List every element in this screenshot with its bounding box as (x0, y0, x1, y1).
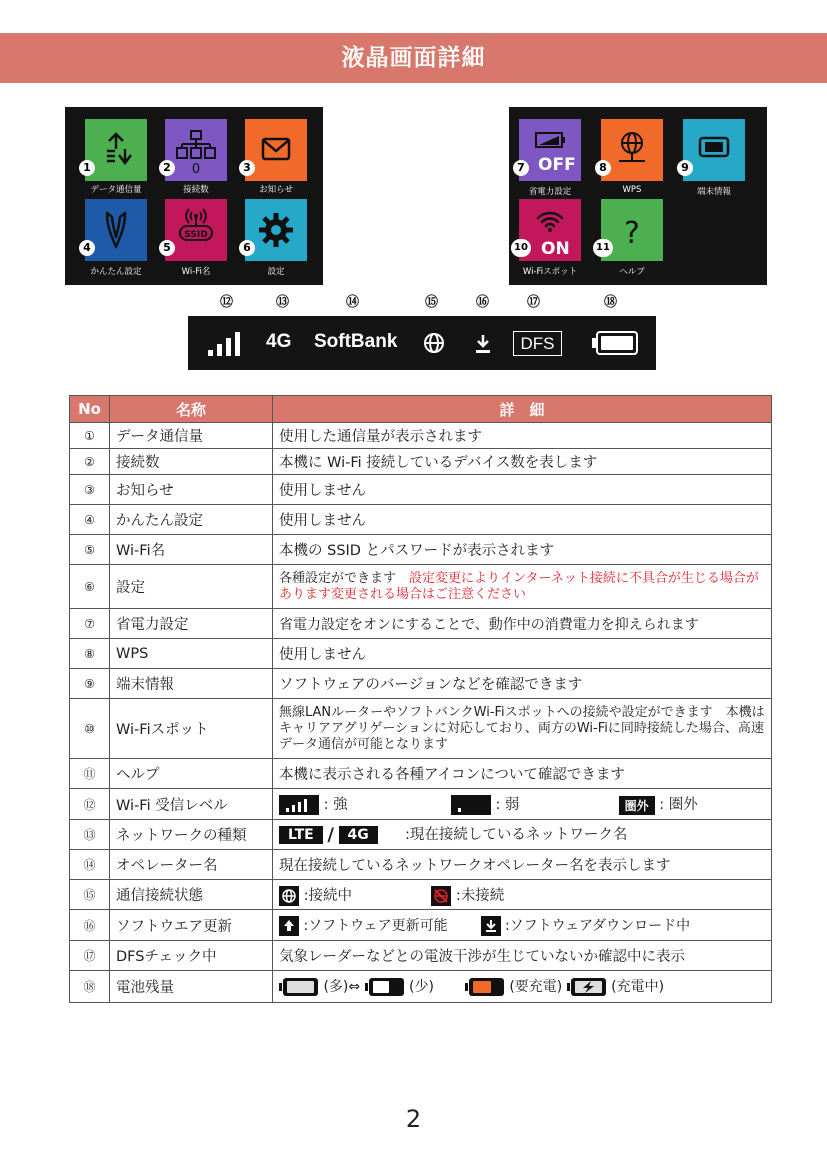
row-name: 端末情報 (110, 669, 273, 699)
battery-low-label: (少) (409, 979, 434, 995)
easy-setup-icon (85, 199, 147, 261)
globe-icon (423, 332, 445, 354)
network-separator: / (327, 824, 334, 846)
row-name: データ通信量 (110, 423, 273, 449)
row-no: ⑱ (70, 971, 110, 1003)
row-name: 省電力設定 (110, 609, 273, 639)
table-row (70, 565, 772, 609)
callout-13: ⑬ (276, 295, 290, 310)
row-no: ⑰ (70, 941, 110, 971)
row-detail: 現在接続しているネットワークオペレーター名を表示します (273, 850, 772, 880)
row-name: ソフトウエア更新 (110, 910, 273, 941)
page-title-banner (0, 33, 827, 83)
tile-number-4: 4 (79, 240, 95, 256)
network-type-label: :現在接続しているネットワーク名 (404, 827, 628, 844)
callout-15: ⑮ (425, 295, 439, 310)
callout-16: ⑯ (476, 295, 490, 310)
callout-18: ⑱ (604, 295, 618, 310)
row-no: ⑥ (70, 565, 110, 609)
tile-wifi-name (165, 199, 227, 261)
downloading-label: :ソフトウェアダウンロード中 (504, 917, 691, 934)
tile-settings (245, 199, 307, 261)
page-title: 液晶画面詳細 (341, 45, 486, 71)
row-no: ② (70, 449, 110, 475)
table-row (70, 475, 772, 505)
row-detail: 使用した通信量が表示されます (273, 423, 772, 449)
row-no: ⑫ (70, 789, 110, 820)
table-row (70, 669, 772, 699)
operator-name: SoftBank (314, 331, 398, 352)
download-icon (475, 334, 491, 354)
row-detail: 使用しません (273, 505, 772, 535)
signal-weak-icon (451, 795, 491, 815)
table-row (70, 535, 772, 565)
row-name: ネットワークの種類 (110, 820, 273, 850)
tile-easy-setup (85, 199, 147, 261)
disconnected-label: :未接続 (455, 887, 505, 904)
tile-label-power-saving: 省電力設定 (528, 187, 572, 197)
network-type: 4G (266, 331, 292, 352)
tile-device-info (683, 119, 745, 181)
row-name: WPS (110, 639, 273, 669)
row-name: DFSチェック中 (110, 941, 273, 971)
row-detail: 気象レーダーなどとの電波干渉が生じていないか確認中に表示 (273, 941, 772, 971)
row-no: ① (70, 423, 110, 449)
row-detail (273, 880, 772, 910)
device-info-icon (683, 119, 745, 181)
battery-charging-label: (充電中) (611, 979, 665, 995)
row-no: ⑮ (70, 880, 110, 910)
battery-charge-needed-icon (465, 977, 505, 997)
row-detail: ソフトウェアのバージョンなどを確認できます (273, 669, 772, 699)
table-row (70, 910, 772, 941)
row-no: ⑪ (70, 759, 110, 789)
row-name: 電池残量 (110, 971, 273, 1003)
row-detail (273, 910, 772, 941)
power-saving-state: OFF (538, 155, 576, 175)
row-detail-warning: 設定変更によりインターネット接続に不具合が生じる場合があります変更される場合はご注意ください (279, 570, 759, 602)
row-detail (273, 565, 772, 609)
table-header-row (70, 396, 772, 423)
tile-label-notifications: お知らせ (259, 185, 293, 195)
table-row (70, 820, 772, 850)
battery-low-icon (365, 977, 405, 997)
header-detail: 詳 細 (273, 396, 772, 423)
tile-number-5: 5 (159, 240, 175, 256)
tile-number-3: 3 (239, 160, 255, 176)
row-no: ⑨ (70, 669, 110, 699)
row-detail: 本機の SSID とパスワードが表示されます (273, 535, 772, 565)
table-row (70, 880, 772, 910)
connected-label: :接続中 (303, 887, 352, 904)
row-name: オペレーター名 (110, 850, 273, 880)
tile-label-settings: 設定 (267, 267, 285, 277)
battery-full-label: (多)⇔ (323, 979, 361, 995)
update-available-label: :ソフトウェア更新可能 (303, 917, 448, 934)
out-of-service-badge: 圏外 (619, 796, 655, 815)
row-detail-text: 各種設定ができます (279, 570, 397, 586)
row-no: ⑭ (70, 850, 110, 880)
battery-full-icon (279, 977, 319, 997)
svg-text:0: 0 (191, 162, 201, 177)
signal-weak-label: : 弱 (495, 797, 520, 813)
signal-strong-label: : 強 (323, 797, 348, 813)
tile-label-wifi-spot: Wi-Fiスポット (522, 267, 578, 277)
row-no: ⑧ (70, 639, 110, 669)
tile-label-wps: WPS (622, 185, 642, 195)
row-detail (273, 820, 772, 850)
page-number: 2 (405, 1105, 422, 1133)
icon-detail-table (69, 395, 772, 1003)
status-bar (188, 316, 656, 370)
dfs-indicator: DFS (513, 331, 562, 356)
tile-number-7: 7 (513, 160, 529, 176)
row-name: 設定 (110, 565, 273, 609)
row-detail (273, 789, 772, 820)
row-detail (273, 971, 772, 1003)
row-detail: 本機に Wi-Fi 接続しているデバイス数を表します (273, 449, 772, 475)
row-no: ⑬ (70, 820, 110, 850)
table-row (70, 971, 772, 1003)
row-no: ⑦ (70, 609, 110, 639)
row-name: 接続数 (110, 449, 273, 475)
row-name: Wi-Fiスポット (110, 699, 273, 759)
wifi-spot-state: ON (541, 239, 570, 259)
row-detail: 本機に表示される各種アイコンについて確認できます (273, 759, 772, 789)
row-no: ⑯ (70, 910, 110, 941)
table-row (70, 789, 772, 820)
row-no: ⑤ (70, 535, 110, 565)
battery-icon (592, 331, 638, 355)
row-name: ヘルプ (110, 759, 273, 789)
tile-power-saving (519, 119, 581, 181)
battery-charging-icon (567, 977, 607, 997)
table-row (70, 699, 772, 759)
callout-17: ⑰ (527, 295, 541, 310)
connected-devices-icon (165, 119, 227, 181)
help-glyph: ? (624, 216, 640, 251)
globe-network-icon (601, 119, 663, 181)
row-no: ④ (70, 505, 110, 535)
tile-number-8: 8 (595, 160, 611, 176)
data-transfer-icon (85, 119, 147, 181)
tile-number-2: 2 (159, 160, 175, 176)
signal-bars-icon (208, 332, 242, 356)
out-of-service-label: : 圏外 (659, 797, 698, 813)
table-row (70, 941, 772, 971)
battery-charge-needed-label: (要充電) (509, 979, 563, 995)
tile-label-easy-setup: かんたん設定 (90, 267, 142, 277)
lcd-screen-right (509, 107, 767, 285)
lte-badge: LTE (279, 826, 323, 844)
row-detail: 省電力設定をオンにすることで、動作中の消費電力を抑えられます (273, 609, 772, 639)
ssid-icon (165, 199, 227, 261)
lcd-screen-left (65, 107, 323, 285)
row-detail: 使用しません (273, 639, 772, 669)
table-row (70, 759, 772, 789)
update-available-icon (279, 916, 299, 936)
header-no: No (70, 396, 110, 423)
table-row (70, 505, 772, 535)
table-row (70, 423, 772, 449)
envelope-icon (245, 119, 307, 181)
tile-label-connections: 接続数 (183, 185, 209, 195)
table-row (70, 639, 772, 669)
row-no: ⑩ (70, 699, 110, 759)
tile-label-data-usage: データ通信量 (90, 185, 142, 195)
tile-wps (601, 119, 663, 181)
row-name: 通信接続状態 (110, 880, 273, 910)
4g-badge: 4G (339, 826, 378, 844)
ssid-text: SSID (184, 230, 208, 240)
tile-label-help: ヘルプ (619, 267, 645, 277)
globe-disconnected-icon (431, 886, 451, 906)
table-row (70, 609, 772, 639)
tile-number-6: 6 (239, 240, 255, 256)
row-detail: 使用しません (273, 475, 772, 505)
row-detail: 無線LANルーターやソフトバンクWi-Fiスポットへの接続や設定ができます 本機はキャリアアグリゲーションに対応しており、両方のWi-Fiに同時接続した場合、高速データ通信が可能となります (273, 699, 772, 759)
callout-12: ⑫ (220, 295, 234, 310)
tile-notifications (245, 119, 307, 181)
globe-connected-icon (279, 886, 299, 906)
tile-number-9: 9 (677, 160, 693, 176)
tile-connections (165, 119, 227, 181)
downloading-icon (481, 916, 501, 936)
tile-label-device-info: 端末情報 (696, 187, 731, 197)
gear-icon (245, 199, 307, 261)
callout-14: ⑭ (346, 295, 360, 310)
tile-number-10: 10 (511, 239, 531, 257)
signal-strong-icon (279, 795, 319, 815)
tile-label-wifi-name: Wi-Fi名 (181, 267, 211, 277)
header-name: 名称 (110, 396, 273, 423)
row-no: ③ (70, 475, 110, 505)
row-name: Wi-Fi 受信レベル (110, 789, 273, 820)
table-row (70, 449, 772, 475)
row-name: Wi-Fi名 (110, 535, 273, 565)
row-name: お知らせ (110, 475, 273, 505)
tile-number-11: 11 (593, 239, 613, 257)
row-name: かんたん設定 (110, 505, 273, 535)
table-row (70, 850, 772, 880)
tile-number-1: 1 (79, 160, 95, 176)
tile-data-usage (85, 119, 147, 181)
